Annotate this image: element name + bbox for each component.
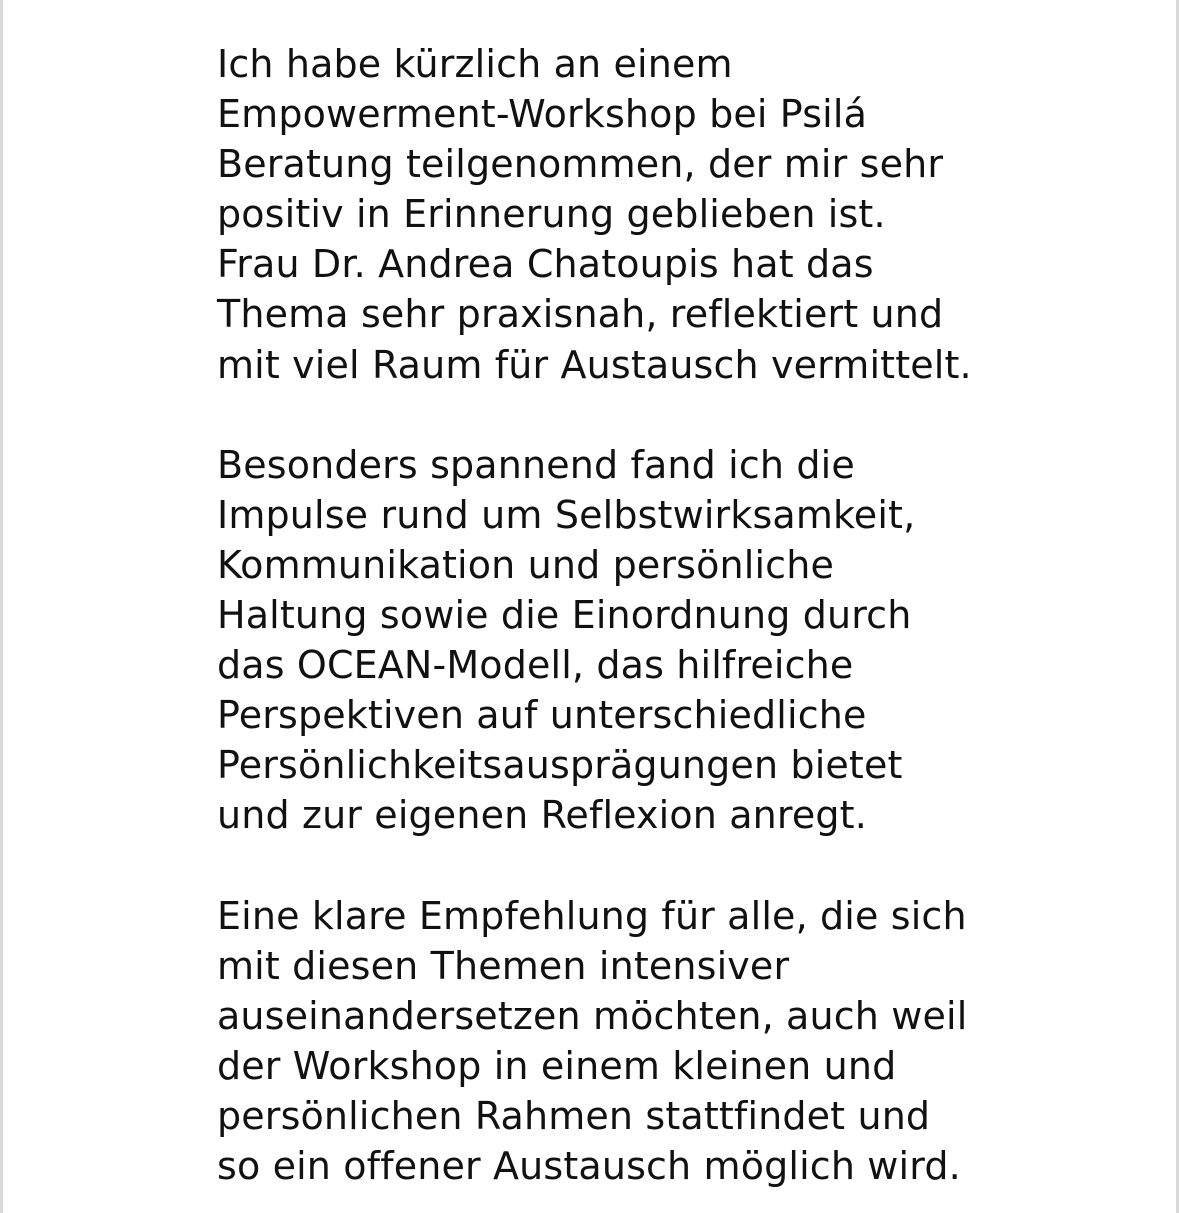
review-line: Empowerment-Workshop bei Psilá (217, 92, 867, 137)
review-line: das OCEAN-Modell, das hilfreiche (217, 643, 854, 688)
review-paragraph (217, 891, 1017, 1192)
review-line: Perspektiven auf unterschiedliche (217, 693, 867, 738)
review-line: Kommunikation und persönliche (217, 542, 834, 587)
review-line: und zur eigenen Reflexion anregt. (217, 793, 867, 838)
review-line: mit diesen Themen intensiver (217, 943, 790, 988)
review-line: Besonders spannend fand ich die (217, 442, 855, 487)
review-line: positiv in Erinnerung geblieben ist. (217, 192, 886, 237)
review-line: Persönlichkeitsausprägungen bietet (217, 743, 903, 788)
review-line: mit viel Raum für Austausch vermittelt. (217, 342, 972, 387)
review-text-body (217, 39, 1017, 1191)
review-line: Impulse rund um Selbstwirksamkeit, (217, 492, 916, 537)
review-line: der Workshop in einem kleinen und (217, 1043, 897, 1088)
review-line: Thema sehr praxisnah, reflektiert und (217, 292, 944, 337)
review-line: Beratung teilgenommen, der mir sehr (217, 142, 944, 187)
frame-edge-left (0, 0, 3, 1213)
review-line: Haltung sowie die Einordnung durch (217, 593, 912, 638)
review-line: Ich habe kürzlich an einem (217, 42, 733, 86)
review-line: Eine klare Empfehlung für alle, die sich (217, 893, 967, 938)
review-line: so ein offener Austausch möglich wird. (217, 1144, 961, 1189)
review-paragraph (217, 39, 1017, 390)
review-line: persönlichen Rahmen stattfindet und (217, 1093, 931, 1138)
review-line: Frau Dr. Andrea Chatoupis hat das (217, 242, 874, 287)
review-paragraph (217, 440, 1017, 841)
review-line: auseinandersetzen möchten, auch weil (217, 993, 968, 1038)
